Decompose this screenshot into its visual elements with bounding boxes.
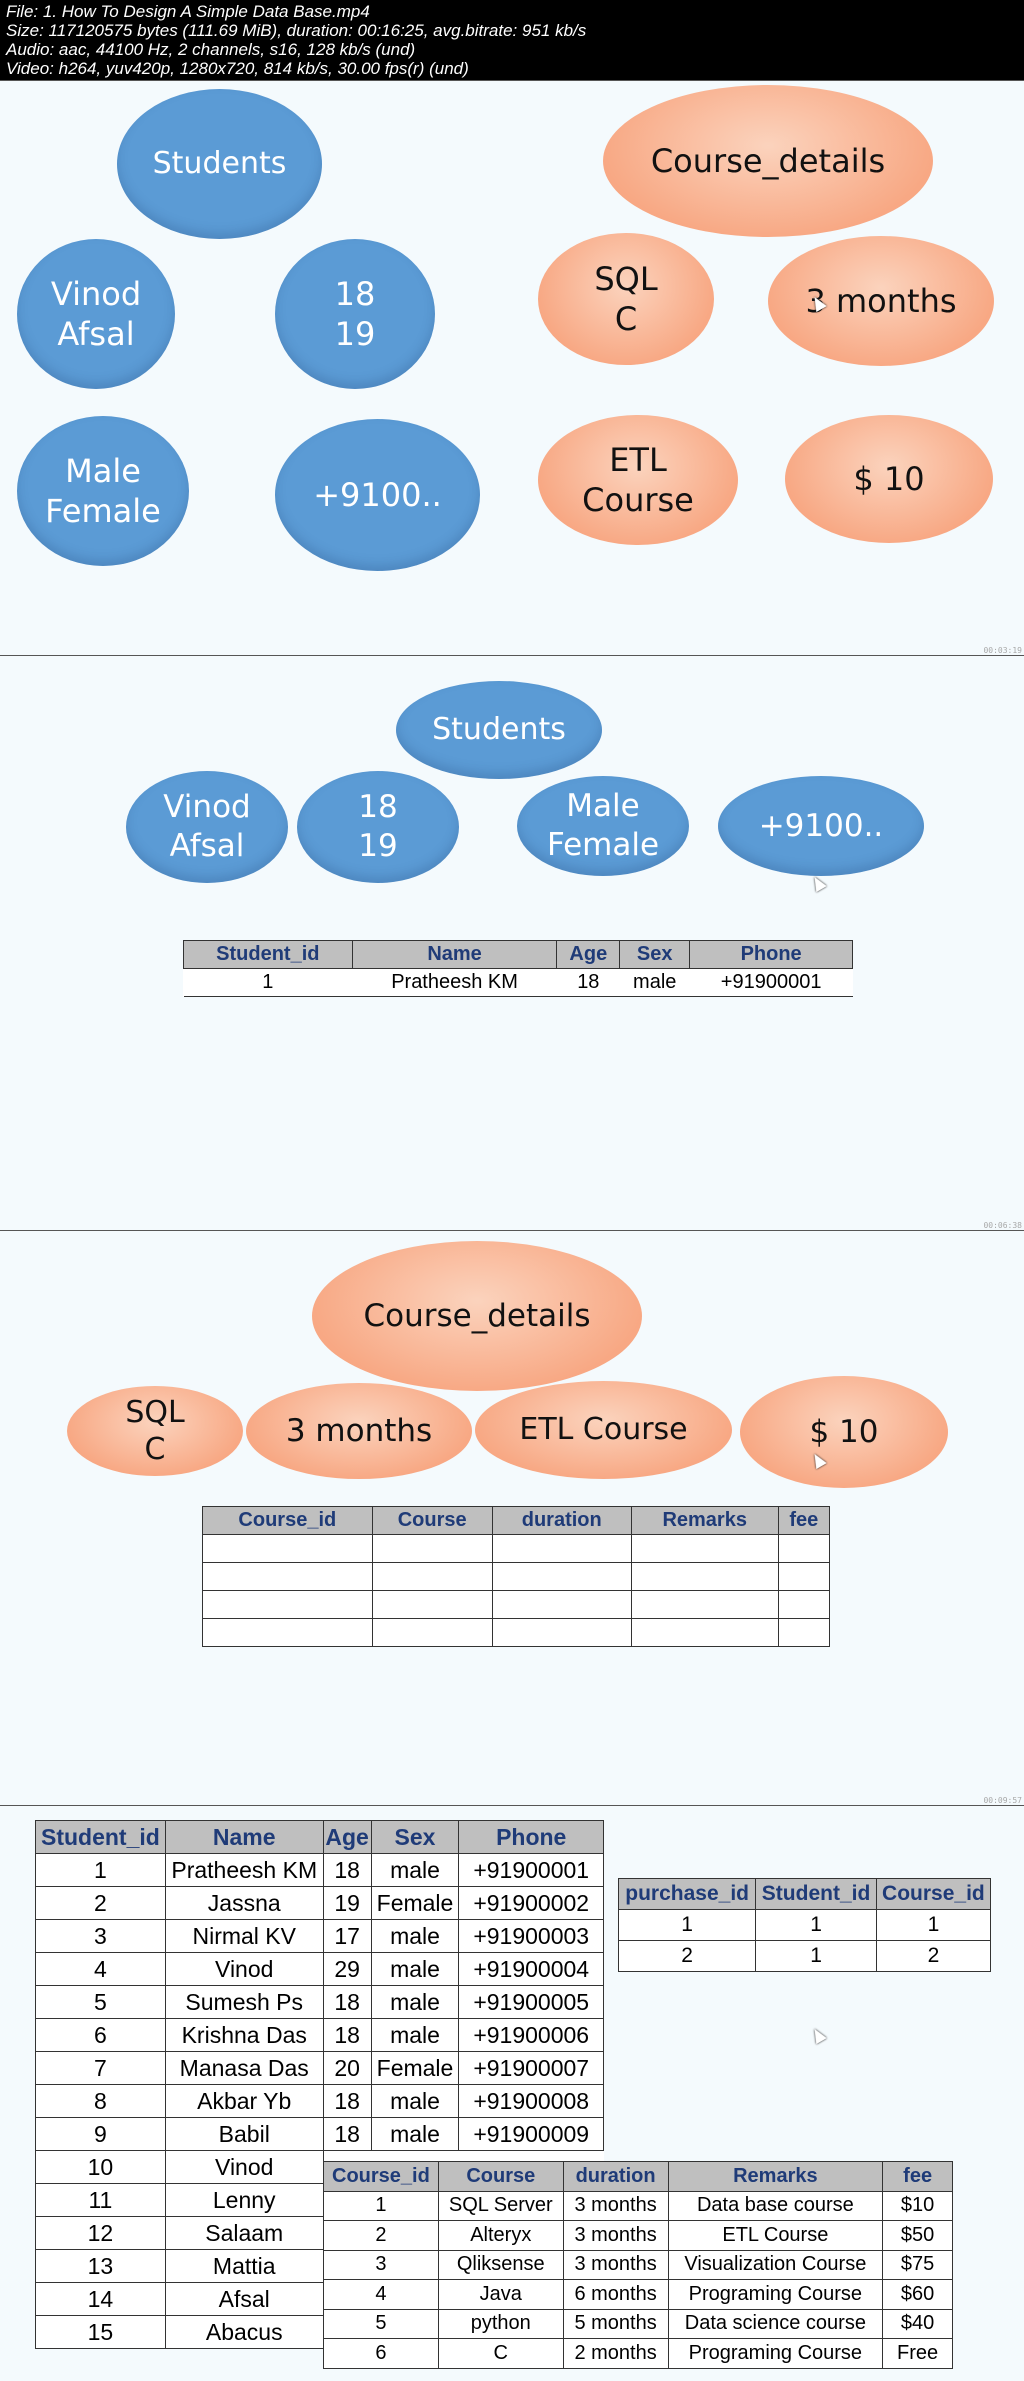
remarks-bubble: ETL Course [475,1381,732,1479]
column-header: Name [165,1821,323,1854]
table-cell: Abacus [165,2316,323,2349]
table-row [36,1953,604,1986]
file-info-header [0,0,1024,80]
table-cell: Qliksense [438,2250,563,2280]
table-cell [372,1619,492,1647]
table-cell: 2 [876,1941,990,1972]
table-row [324,2221,953,2251]
table-cell [203,1619,373,1647]
table-cell: male [371,2019,459,2052]
table-cell: 18 [557,969,620,997]
table-cell: 29 [323,1953,371,1986]
table-cell: 2 months [563,2339,668,2369]
table-cell [778,1619,829,1647]
column-header: Age [557,941,620,969]
column-header: fee [778,1507,829,1535]
table-cell: python [438,2309,563,2339]
column-header: Course [438,2162,563,2192]
column-header: Course_id [203,1507,373,1535]
table-cell: 18 [323,2085,371,2118]
sex-bubble: Male Female [17,416,189,566]
table-cell: Vinod [165,2151,323,2184]
table-row [184,969,853,997]
table-cell: 6 months [563,2280,668,2310]
size-line: Size: 117120575 bytes (111.69 MiB), duration: 00:16:25, avg.bitrate: 951 kb/s [6,21,587,40]
table-cell: $50 [883,2221,953,2251]
course-table [323,2161,953,2369]
phone-bubble: +9100.. [275,419,480,571]
table-cell: 18 [323,2019,371,2052]
table-cell: 6 [324,2339,439,2369]
duration-bubble: 3 months [246,1383,472,1479]
names-bubble: Vinod Afsal [126,771,288,883]
table-cell: Manasa Das [165,2052,323,2085]
students-bubble: Students [117,89,322,239]
table-cell: 4 [36,1953,166,1986]
course-details-bubble: Course_details [603,85,933,237]
table-cell: 17 [323,1920,371,1953]
phone-bubble: +9100.. [718,776,924,876]
table-cell: 7 [36,2052,166,2085]
remarks-bubble: ETL Course [538,415,738,545]
table-cell [492,1591,631,1619]
table-cell: 10 [36,2151,166,2184]
table-cell: +91900007 [459,2052,604,2085]
column-header: Student_id [184,941,353,969]
table-row [36,2019,604,2052]
course-table-draft [202,1506,830,1647]
column-header: Remarks [668,2162,883,2192]
mouse-cursor-icon [809,874,826,892]
table-cell: Vinod [165,1953,323,1986]
table-cell: Salaam [165,2217,323,2250]
column-header: Phone [690,941,853,969]
table-cell: Free [883,2339,953,2369]
purchase-table [618,1878,991,1972]
column-header: Name [352,941,557,969]
course-bubble: SQL C [538,233,714,365]
table-cell [372,1563,492,1591]
table-cell: 13 [36,2250,166,2283]
table-cell: +91900001 [690,969,853,997]
table-cell: Alteryx [438,2221,563,2251]
ages-bubble: 18 19 [275,239,435,389]
table-cell: +91900003 [459,1920,604,1953]
table-row [36,1920,604,1953]
table-cell: 1 [756,1910,877,1941]
table-row [36,1986,604,2019]
table-cell: Mattia [165,2250,323,2283]
table-cell: 1 [756,1941,877,1972]
frame-3 [0,1230,1024,1805]
table-cell [372,1535,492,1563]
table-cell: Krishna Das [165,2019,323,2052]
duration-bubble: 3 months [768,236,994,366]
table-cell: 3 months [563,2191,668,2221]
table-cell: male [371,2118,459,2151]
column-header: Remarks [631,1507,778,1535]
table-cell: male [371,1953,459,1986]
table-cell: +91900008 [459,2085,604,2118]
table-cell: Female [371,1887,459,1920]
table-cell: 20 [323,2052,371,2085]
table-row [619,1910,991,1941]
table-cell [631,1535,778,1563]
table-cell: Akbar Yb [165,2085,323,2118]
column-header: Sex [371,1821,459,1854]
table-row [324,2250,953,2280]
table-row [324,2280,953,2310]
column-header: Course [372,1507,492,1535]
table-cell: 18 [323,1854,371,1887]
table-cell: 2 [324,2221,439,2251]
table-cell: 5 months [563,2309,668,2339]
table-cell: Data science course [668,2309,883,2339]
table-cell: 14 [36,2283,166,2316]
table-cell: 9 [36,2118,166,2151]
table-row [36,2085,604,2118]
table-row [203,1535,830,1563]
table-cell: +91900009 [459,2118,604,2151]
table-cell: $75 [883,2250,953,2280]
table-cell: 1 [876,1910,990,1941]
table-cell: C [438,2339,563,2369]
table-cell: male [620,969,690,997]
table-cell: 2 [36,1887,166,1920]
table-cell: Afsal [165,2283,323,2316]
frame-1 [0,80,1024,655]
column-header: duration [563,2162,668,2192]
table-cell: 1 [324,2191,439,2221]
column-header: Student_id [36,1821,166,1854]
table-row [36,1854,604,1887]
table-cell: Nirmal KV [165,1920,323,1953]
students-table-draft [183,940,853,997]
table-cell: Programing Course [668,2280,883,2310]
table-cell [203,1535,373,1563]
table-row [36,2052,604,2085]
table-cell: male [371,2085,459,2118]
table-cell: 15 [36,2316,166,2349]
column-header: fee [883,2162,953,2192]
table-cell: +91900005 [459,1986,604,2019]
table-row [619,1941,991,1972]
table-cell: Babil [165,2118,323,2151]
table-cell: 12 [36,2217,166,2250]
table-cell: Pratheesh KM [165,1854,323,1887]
column-header: Sex [620,941,690,969]
table-cell: male [371,1854,459,1887]
table-row [203,1591,830,1619]
table-cell: 19 [323,1887,371,1920]
timestamp: 00:03:19 [983,646,1022,655]
table-cell: 2 [619,1941,756,1972]
table-cell: Java [438,2280,563,2310]
column-header: Course_id [876,1879,990,1910]
fee-bubble: $ 10 [740,1376,948,1488]
table-row [36,1887,604,1920]
table-cell: male [371,1986,459,2019]
table-cell [492,1619,631,1647]
table-cell: Jassna [165,1887,323,1920]
table-row [324,2191,953,2221]
column-header: duration [492,1507,631,1535]
table-cell: 4 [324,2280,439,2310]
table-cell [778,1563,829,1591]
table-cell [631,1619,778,1647]
table-cell: SQL Server [438,2191,563,2221]
table-cell [778,1591,829,1619]
file-line: File: 1. How To Design A Simple Data Base.mp4 [6,2,370,21]
names-bubble: Vinod Afsal [17,239,175,389]
table-cell [203,1591,373,1619]
table-cell: 1 [36,1854,166,1887]
table-cell [631,1563,778,1591]
table-cell [203,1563,373,1591]
column-header: purchase_id [619,1879,756,1910]
table-row [203,1619,830,1647]
students-bubble: Students [396,681,602,779]
table-cell: 6 [36,2019,166,2052]
table-cell [778,1535,829,1563]
table-cell: 5 [36,1986,166,2019]
table-cell: 18 [323,2118,371,2151]
sex-bubble: Male Female [517,776,689,876]
timestamp: 00:09:57 [983,1796,1022,1805]
fee-bubble: $ 10 [785,415,993,543]
table-row [36,2118,604,2151]
frame-2 [0,655,1024,1230]
table-cell: 1 [184,969,353,997]
audio-line: Audio: aac, 44100 Hz, 2 channels, s16, 128 kb/s (und) [6,40,416,59]
course-details-bubble: Course_details [312,1241,642,1391]
table-cell: 8 [36,2085,166,2118]
table-cell: Female [371,2052,459,2085]
video-line: Video: h264, yuv420p, 1280x720, 814 kb/s, 30.00 fps(r) (und) [6,59,469,78]
table-cell: 3 [324,2250,439,2280]
table-row [203,1563,830,1591]
table-cell: ETL Course [668,2221,883,2251]
ages-bubble: 18 19 [297,771,459,883]
table-cell [631,1591,778,1619]
table-cell: Visualization Course [668,2250,883,2280]
table-cell: 3 [36,1920,166,1953]
table-cell: 3 months [563,2221,668,2251]
table-cell: Sumesh Ps [165,1986,323,2019]
column-header: Student_id [756,1879,877,1910]
table-cell: Data base course [668,2191,883,2221]
table-cell: $40 [883,2309,953,2339]
column-header: Age [323,1821,371,1854]
table-cell: +91900006 [459,2019,604,2052]
timestamp: 00:06:38 [983,1221,1022,1230]
table-cell: +91900002 [459,1887,604,1920]
table-cell: +91900004 [459,1953,604,1986]
table-cell [492,1563,631,1591]
table-cell: Pratheesh KM [352,969,557,997]
column-header: Phone [459,1821,604,1854]
table-cell: $60 [883,2280,953,2310]
table-cell: +91900001 [459,1854,604,1887]
table-cell [372,1591,492,1619]
course-bubble: SQL C [67,1386,243,1476]
table-cell: male [371,1920,459,1953]
table-cell: Programing Course [668,2339,883,2369]
column-header: Course_id [324,2162,439,2192]
mouse-cursor-icon [809,2026,826,2044]
table-cell: 11 [36,2184,166,2217]
table-cell: 1 [619,1910,756,1941]
table-cell: 18 [323,1986,371,2019]
frame-4 [0,1805,1024,2381]
table-row [324,2309,953,2339]
table-row [324,2339,953,2369]
table-cell [492,1535,631,1563]
table-cell: $10 [883,2191,953,2221]
table-cell: 5 [324,2309,439,2339]
table-cell: 3 months [563,2250,668,2280]
table-cell: Lenny [165,2184,323,2217]
